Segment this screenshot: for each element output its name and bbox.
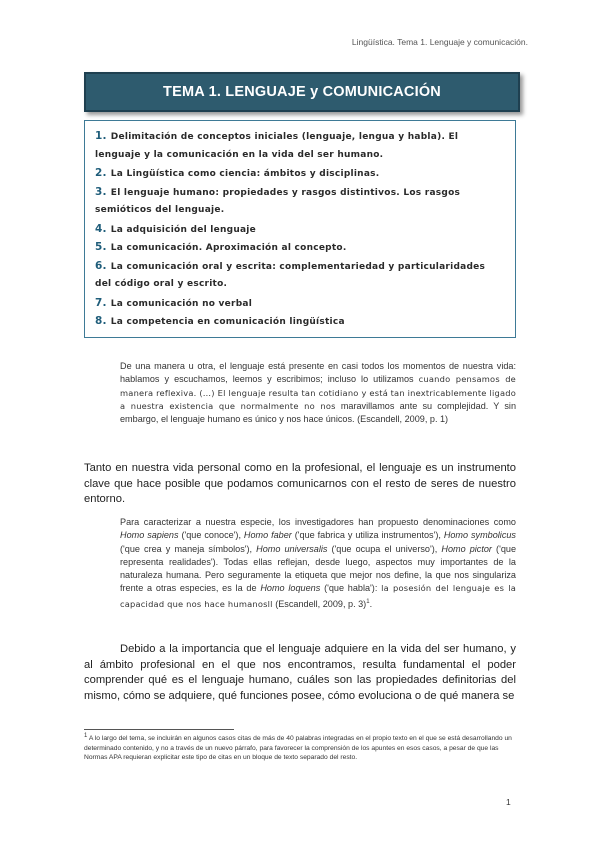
toc-text: La comunicación. Aproximación al concepto. <box>110 243 347 253</box>
toc-text: semióticos del lenguaje. <box>95 205 225 215</box>
toc-number: 5. <box>95 241 107 253</box>
toc-number: 3. <box>95 185 107 198</box>
toc-item-8 <box>95 312 507 331</box>
toc-text: del código oral y escrito. <box>95 279 228 289</box>
quote-text: Para caracterizar a nuestra especie, los investigadores han propuesto denominaciones como <box>120 517 516 527</box>
quote-text: ('que ocupa el universo'), <box>327 543 442 554</box>
quote-term: Homo sapiens <box>120 530 179 541</box>
block-quote-escandell-2 <box>120 516 516 611</box>
quote-term: Homo loquens <box>260 583 321 594</box>
quote-text: cuando pensamos de manera reflexiva. (…) El lenguaje resulta tan cotidiano y está <box>120 374 516 398</box>
quote-text: tan inextricablemente ligado a nuestra existencia que normalmente no nos <box>120 387 516 411</box>
toc-item-1 <box>95 127 507 146</box>
toc-item-5 <box>95 238 507 257</box>
running-header: Lingüística. Tema 1. Lenguaje y comunicación. <box>351 37 528 47</box>
toc-item-2 <box>95 164 507 183</box>
toc-item-1-cont <box>95 146 507 165</box>
quote-text: ('que crea y maneja símbolos'), <box>120 543 257 554</box>
quote-text: . <box>369 598 373 609</box>
toc-item-6-cont <box>95 275 507 294</box>
toc-text: La competencia en comunicación lingüística <box>110 317 345 327</box>
quote-text: ('que fabrica y utiliza instrumentos'), <box>291 530 444 541</box>
paragraph-1: Tanto en nuestra vida personal como en la profesional, el lenguaje es un instrumento clave que hace posible que podamos comunicarnos con el resto de seres de nuestro entorno. <box>84 462 516 506</box>
paragraph-text: Debido a la importancia que el lenguaje adquiere en la vida del ser humano, y al ámbito profesional en el que nos encontramos, resulta fundamental el poder comprender qué es el lenguaje humano, cuáles son las propiedades definitorias del mismo, cómo se adquiere, qué funciones posee, cómo evoluciona o de qué manera se <box>84 643 516 702</box>
quote-text: la posesión del lenguaje es la capacidad que nos hace humanosll <box>120 583 517 609</box>
toc-item-4 <box>95 220 507 239</box>
paragraph-2 <box>84 642 516 704</box>
footnote-divider <box>84 729 234 730</box>
quote-term: Homo faber <box>243 530 292 541</box>
block-quote-escandell-1 <box>120 360 516 426</box>
quote-text: ('que habla'): <box>320 583 382 594</box>
quote-text: (Escandell, 2009, p. 3) <box>272 598 367 609</box>
quote-term: Homo pictor <box>441 543 492 554</box>
quote-text: ('que conoce'), <box>178 530 244 541</box>
toc-text: Delimitación de conceptos iniciales (lenguaje, lengua y habla). El <box>110 132 459 142</box>
toc-text: La adquisición del lenguaje <box>110 224 256 235</box>
toc-number: 1. <box>95 130 107 142</box>
quote-text: maravillamos ante su complejidad. Y sin embargo, el lenguaje humano es único y nos hace únicos. (Escandell, 2009, p. 1) <box>120 400 517 425</box>
toc-number: 4. <box>95 222 107 235</box>
page-number: 1 <box>506 797 511 807</box>
toc-number: 8. <box>95 315 107 327</box>
toc-text: La comunicación oral y escrita: complementariedad y particularidades <box>110 261 486 272</box>
toc-text: El lenguaje humano: propiedades y rasgos distintivos. Los rasgos <box>110 187 461 198</box>
toc-item-6 <box>95 257 507 276</box>
toc-item-3-cont <box>95 201 507 220</box>
footnote-text: A lo largo del tema, se incluirán en algunos casos citas de más de 40 palabras integradas en el propio texto en el que se está desarrollando un determinado contenido, y no a través de un nuevo párrafo, para favorecer la comprensión de los apuntes en esos casos, a pesar de que las Normas APA requieran explicitar este tipo de citas en un bloque de texto separado del resto. <box>84 735 512 762</box>
footnote-ref: 1 <box>366 598 370 605</box>
footnote-number: 1 <box>84 733 88 739</box>
toc-item-3 <box>95 183 507 202</box>
quote-term: Homo symbolicus <box>443 530 516 541</box>
quote-term: Homo universalis <box>256 543 328 554</box>
toc-number: 2. <box>95 167 107 179</box>
toc-text: lenguaje y la comunicación en la vida del ser humano. <box>95 149 384 160</box>
quote-text: De una manera u otra, el lenguaje está presente en casi todos los momentos de nuestra vida: hablamos y escuchamos, leemos y escribimos; incluso lo utilizamos <box>120 361 516 385</box>
toc-number: 6. <box>95 259 107 272</box>
footnote <box>84 732 516 763</box>
chapter-title: TEMA 1. LENGUAJE y COMUNICACIÓN <box>163 84 441 100</box>
toc-number: 7. <box>95 296 107 309</box>
chapter-title-banner <box>84 72 520 112</box>
toc-item-7 <box>95 294 507 313</box>
quote-text: ('que representa realidades'). Todas ellas reflejan, desde luego, aspectos muy importantes de la naturaleza humana. Pero seguramente la etiqueta que mejor nos define, la que nos singulariza frente a otras especies, es la de <box>120 543 516 594</box>
toc-text: La comunicación no verbal <box>110 298 253 309</box>
toc-text: La Lingüística como ciencia: ámbitos y disciplinas. <box>110 169 380 179</box>
table-of-contents <box>84 120 516 338</box>
